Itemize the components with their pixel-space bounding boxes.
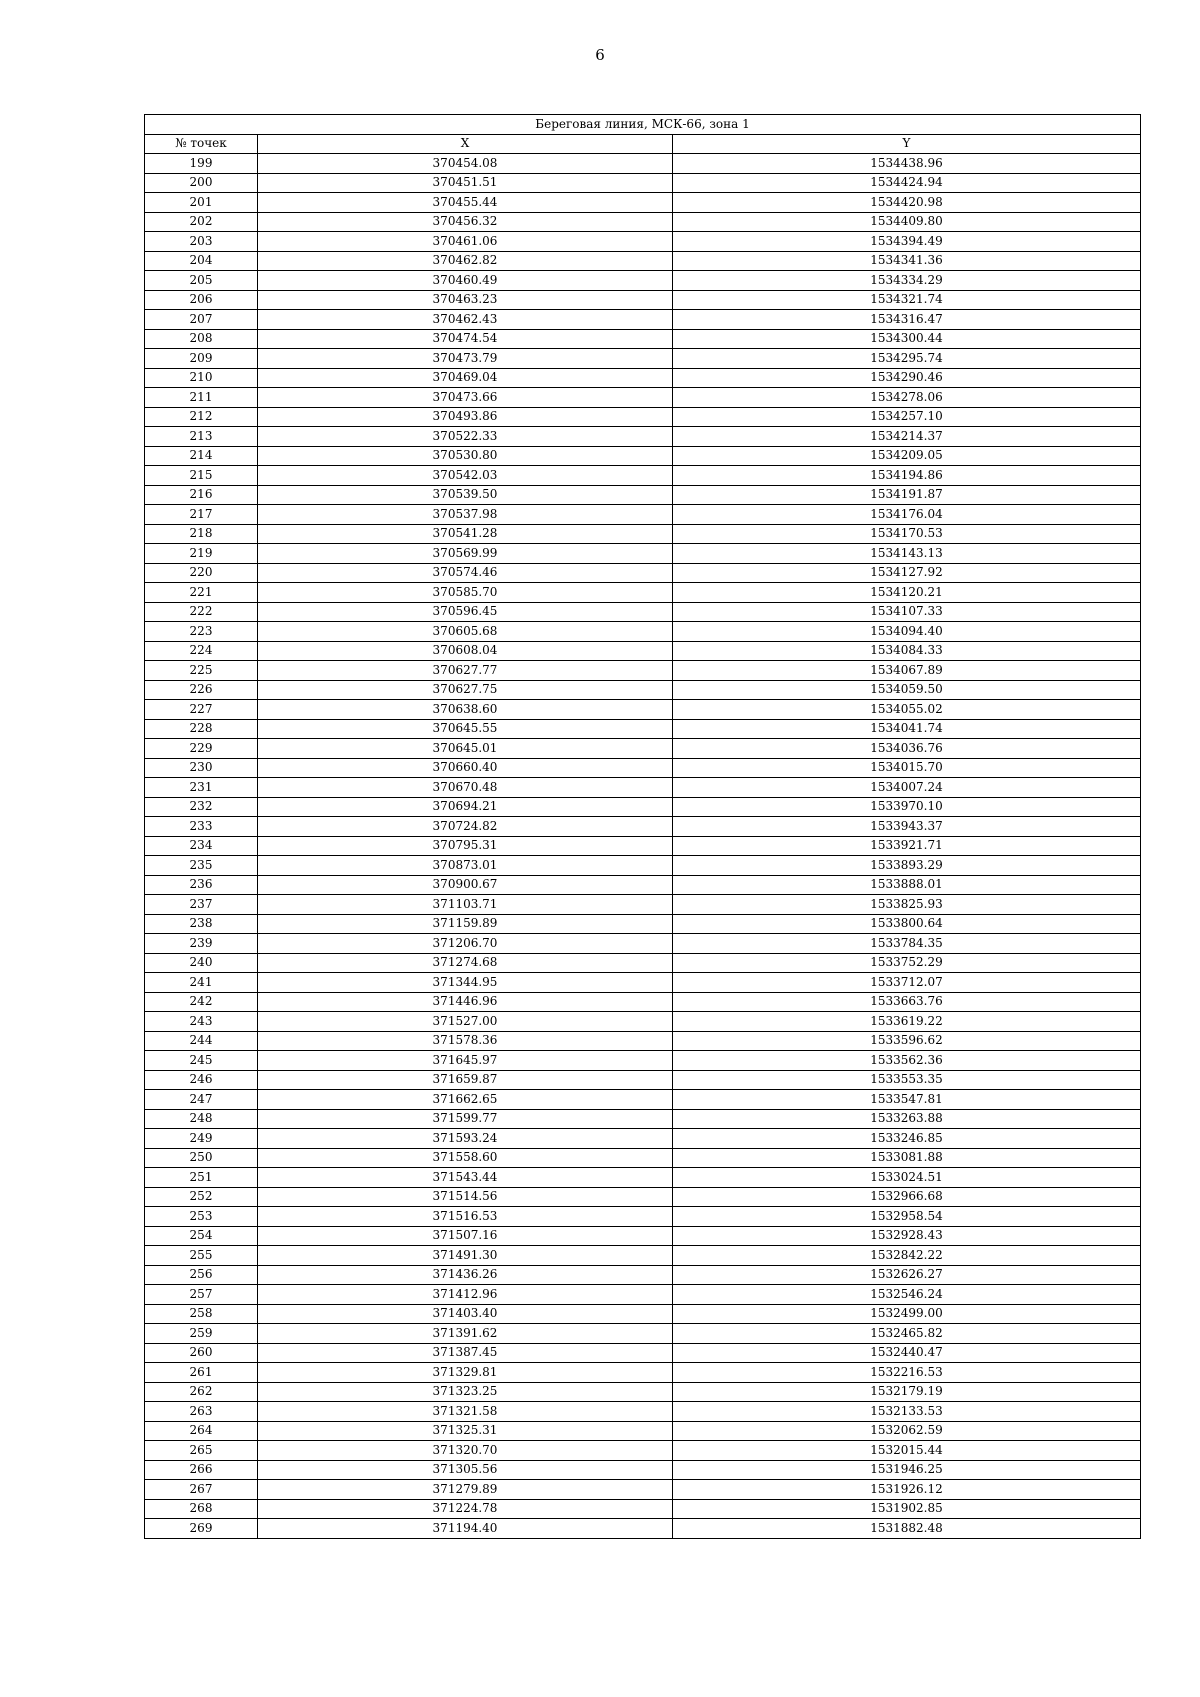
cell-x: 371103.71 bbox=[258, 895, 673, 915]
cell-y: 1534107.33 bbox=[673, 602, 1141, 622]
cell-y: 1533825.93 bbox=[673, 895, 1141, 915]
cell-y: 1533263.88 bbox=[673, 1109, 1141, 1129]
cell-y: 1533024.51 bbox=[673, 1168, 1141, 1188]
cell-point-number: 226 bbox=[145, 680, 258, 700]
cell-point-number: 232 bbox=[145, 797, 258, 817]
table-row bbox=[145, 271, 1141, 291]
cell-x: 370542.03 bbox=[258, 466, 673, 486]
table-row bbox=[145, 1148, 1141, 1168]
cell-point-number: 249 bbox=[145, 1129, 258, 1149]
cell-x: 370795.31 bbox=[258, 836, 673, 856]
cell-point-number: 258 bbox=[145, 1304, 258, 1324]
cell-point-number: 245 bbox=[145, 1051, 258, 1071]
table-row bbox=[145, 797, 1141, 817]
table-row bbox=[145, 1207, 1141, 1227]
table-row bbox=[145, 1265, 1141, 1285]
table-row bbox=[145, 1324, 1141, 1344]
cell-point-number: 233 bbox=[145, 817, 258, 837]
cell-point-number: 239 bbox=[145, 934, 258, 954]
cell-y: 1534067.89 bbox=[673, 661, 1141, 681]
cell-y: 1534438.96 bbox=[673, 154, 1141, 174]
cell-x: 371527.00 bbox=[258, 1012, 673, 1032]
cell-point-number: 268 bbox=[145, 1499, 258, 1519]
cell-point-number: 236 bbox=[145, 875, 258, 895]
table-row bbox=[145, 661, 1141, 681]
table-row bbox=[145, 1499, 1141, 1519]
cell-y: 1533784.35 bbox=[673, 934, 1141, 954]
table-title-row bbox=[145, 115, 1141, 135]
cell-y: 1534176.04 bbox=[673, 505, 1141, 525]
cell-x: 370574.46 bbox=[258, 563, 673, 583]
cell-x: 370451.51 bbox=[258, 173, 673, 193]
cell-y: 1533893.29 bbox=[673, 856, 1141, 876]
table-row bbox=[145, 212, 1141, 232]
cell-x: 371159.89 bbox=[258, 914, 673, 934]
cell-y: 1534341.36 bbox=[673, 251, 1141, 271]
table-row bbox=[145, 700, 1141, 720]
cell-point-number: 208 bbox=[145, 329, 258, 349]
cell-point-number: 259 bbox=[145, 1324, 258, 1344]
cell-point-number: 247 bbox=[145, 1090, 258, 1110]
table-row bbox=[145, 1012, 1141, 1032]
cell-point-number: 250 bbox=[145, 1148, 258, 1168]
cell-y: 1531882.48 bbox=[673, 1519, 1141, 1539]
cell-point-number: 251 bbox=[145, 1168, 258, 1188]
table-row bbox=[145, 407, 1141, 427]
header-x: X bbox=[258, 134, 673, 154]
table-row bbox=[145, 1070, 1141, 1090]
cell-x: 370608.04 bbox=[258, 641, 673, 661]
table-row bbox=[145, 1090, 1141, 1110]
cell-y: 1534300.44 bbox=[673, 329, 1141, 349]
table-header-row bbox=[145, 134, 1141, 154]
cell-x: 370469.04 bbox=[258, 368, 673, 388]
cell-x: 370605.68 bbox=[258, 622, 673, 642]
cell-y: 1532842.22 bbox=[673, 1246, 1141, 1266]
cell-y: 1531902.85 bbox=[673, 1499, 1141, 1519]
cell-x: 370473.66 bbox=[258, 388, 673, 408]
cell-x: 370522.33 bbox=[258, 427, 673, 447]
cell-x: 371206.70 bbox=[258, 934, 673, 954]
cell-point-number: 201 bbox=[145, 193, 258, 213]
cell-y: 1533921.71 bbox=[673, 836, 1141, 856]
cell-point-number: 227 bbox=[145, 700, 258, 720]
table-row bbox=[145, 193, 1141, 213]
cell-x: 371436.26 bbox=[258, 1265, 673, 1285]
cell-point-number: 215 bbox=[145, 466, 258, 486]
cell-point-number: 212 bbox=[145, 407, 258, 427]
table-row bbox=[145, 329, 1141, 349]
cell-x: 371387.45 bbox=[258, 1343, 673, 1363]
table-row bbox=[145, 388, 1141, 408]
cell-x: 370462.82 bbox=[258, 251, 673, 271]
cell-y: 1534420.98 bbox=[673, 193, 1141, 213]
cell-x: 371543.44 bbox=[258, 1168, 673, 1188]
cell-x: 371412.96 bbox=[258, 1285, 673, 1305]
cell-x: 371325.31 bbox=[258, 1421, 673, 1441]
cell-y: 1532626.27 bbox=[673, 1265, 1141, 1285]
cell-x: 371224.78 bbox=[258, 1499, 673, 1519]
table-row bbox=[145, 992, 1141, 1012]
cell-point-number: 265 bbox=[145, 1441, 258, 1461]
cell-point-number: 234 bbox=[145, 836, 258, 856]
coordinates-table bbox=[144, 114, 1141, 1539]
cell-point-number: 229 bbox=[145, 739, 258, 759]
table-row bbox=[145, 641, 1141, 661]
cell-x: 370493.86 bbox=[258, 407, 673, 427]
cell-y: 1533081.88 bbox=[673, 1148, 1141, 1168]
table-row bbox=[145, 1187, 1141, 1207]
cell-x: 371320.70 bbox=[258, 1441, 673, 1461]
table-row bbox=[145, 1460, 1141, 1480]
cell-y: 1534007.24 bbox=[673, 778, 1141, 798]
cell-x: 371391.62 bbox=[258, 1324, 673, 1344]
cell-x: 371305.56 bbox=[258, 1460, 673, 1480]
cell-x: 371403.40 bbox=[258, 1304, 673, 1324]
cell-point-number: 217 bbox=[145, 505, 258, 525]
cell-y: 1534041.74 bbox=[673, 719, 1141, 739]
header-y: Y bbox=[673, 134, 1141, 154]
cell-point-number: 269 bbox=[145, 1519, 258, 1539]
table-row bbox=[145, 290, 1141, 310]
table-row bbox=[145, 1051, 1141, 1071]
table-row bbox=[145, 232, 1141, 252]
cell-x: 371558.60 bbox=[258, 1148, 673, 1168]
table-row bbox=[145, 1363, 1141, 1383]
cell-point-number: 252 bbox=[145, 1187, 258, 1207]
table-row bbox=[145, 1226, 1141, 1246]
cell-point-number: 214 bbox=[145, 446, 258, 466]
cell-y: 1533553.35 bbox=[673, 1070, 1141, 1090]
cell-y: 1534055.02 bbox=[673, 700, 1141, 720]
table-row bbox=[145, 1304, 1141, 1324]
cell-point-number: 224 bbox=[145, 641, 258, 661]
table-row bbox=[145, 427, 1141, 447]
cell-point-number: 222 bbox=[145, 602, 258, 622]
table-row bbox=[145, 563, 1141, 583]
cell-point-number: 207 bbox=[145, 310, 258, 330]
table-row bbox=[145, 1285, 1141, 1305]
cell-x: 370645.55 bbox=[258, 719, 673, 739]
cell-x: 371321.58 bbox=[258, 1402, 673, 1422]
table-row bbox=[145, 622, 1141, 642]
cell-x: 371194.40 bbox=[258, 1519, 673, 1539]
cell-x: 370627.77 bbox=[258, 661, 673, 681]
cell-y: 1532966.68 bbox=[673, 1187, 1141, 1207]
cell-point-number: 244 bbox=[145, 1031, 258, 1051]
cell-point-number: 262 bbox=[145, 1382, 258, 1402]
cell-x: 371578.36 bbox=[258, 1031, 673, 1051]
table-row bbox=[145, 817, 1141, 837]
cell-x: 370900.67 bbox=[258, 875, 673, 895]
cell-y: 1534209.05 bbox=[673, 446, 1141, 466]
table-row bbox=[145, 934, 1141, 954]
cell-point-number: 231 bbox=[145, 778, 258, 798]
cell-point-number: 223 bbox=[145, 622, 258, 642]
cell-y: 1534334.29 bbox=[673, 271, 1141, 291]
cell-point-number: 253 bbox=[145, 1207, 258, 1227]
table-row bbox=[145, 1441, 1141, 1461]
cell-x: 371491.30 bbox=[258, 1246, 673, 1266]
table-row bbox=[145, 310, 1141, 330]
table-row bbox=[145, 544, 1141, 564]
table-row bbox=[145, 349, 1141, 369]
cell-y: 1534316.47 bbox=[673, 310, 1141, 330]
cell-point-number: 260 bbox=[145, 1343, 258, 1363]
table-title: Береговая линия, МСК-66, зона 1 bbox=[145, 115, 1141, 135]
cell-y: 1533943.37 bbox=[673, 817, 1141, 837]
cell-point-number: 243 bbox=[145, 1012, 258, 1032]
table-row bbox=[145, 1129, 1141, 1149]
cell-point-number: 219 bbox=[145, 544, 258, 564]
table-row bbox=[145, 251, 1141, 271]
cell-point-number: 266 bbox=[145, 1460, 258, 1480]
cell-y: 1533970.10 bbox=[673, 797, 1141, 817]
cell-point-number: 263 bbox=[145, 1402, 258, 1422]
cell-y: 1533800.64 bbox=[673, 914, 1141, 934]
cell-y: 1534321.74 bbox=[673, 290, 1141, 310]
cell-x: 371446.96 bbox=[258, 992, 673, 1012]
cell-point-number: 255 bbox=[145, 1246, 258, 1266]
table-row bbox=[145, 1382, 1141, 1402]
table-row bbox=[145, 1480, 1141, 1500]
cell-point-number: 200 bbox=[145, 173, 258, 193]
cell-point-number: 216 bbox=[145, 485, 258, 505]
cell-y: 1532216.53 bbox=[673, 1363, 1141, 1383]
cell-point-number: 264 bbox=[145, 1421, 258, 1441]
table-row bbox=[145, 1031, 1141, 1051]
cell-y: 1534059.50 bbox=[673, 680, 1141, 700]
cell-y: 1532133.53 bbox=[673, 1402, 1141, 1422]
cell-y: 1533663.76 bbox=[673, 992, 1141, 1012]
table-row bbox=[145, 505, 1141, 525]
table-row bbox=[145, 875, 1141, 895]
cell-point-number: 254 bbox=[145, 1226, 258, 1246]
cell-point-number: 210 bbox=[145, 368, 258, 388]
cell-point-number: 246 bbox=[145, 1070, 258, 1090]
cell-point-number: 240 bbox=[145, 953, 258, 973]
cell-y: 1532499.00 bbox=[673, 1304, 1141, 1324]
cell-y: 1532546.24 bbox=[673, 1285, 1141, 1305]
cell-point-number: 211 bbox=[145, 388, 258, 408]
header-point-number: № точек bbox=[145, 134, 258, 154]
cell-y: 1534424.94 bbox=[673, 173, 1141, 193]
cell-x: 370569.99 bbox=[258, 544, 673, 564]
table-row bbox=[145, 1421, 1141, 1441]
cell-point-number: 213 bbox=[145, 427, 258, 447]
cell-x: 370873.01 bbox=[258, 856, 673, 876]
cell-point-number: 238 bbox=[145, 914, 258, 934]
table-row bbox=[145, 368, 1141, 388]
cell-point-number: 248 bbox=[145, 1109, 258, 1129]
cell-x: 371329.81 bbox=[258, 1363, 673, 1383]
table-row bbox=[145, 1402, 1141, 1422]
table-body bbox=[145, 154, 1141, 1539]
cell-y: 1533888.01 bbox=[673, 875, 1141, 895]
cell-x: 370660.40 bbox=[258, 758, 673, 778]
cell-point-number: 267 bbox=[145, 1480, 258, 1500]
table-row bbox=[145, 173, 1141, 193]
cell-x: 370460.49 bbox=[258, 271, 673, 291]
cell-x: 370456.32 bbox=[258, 212, 673, 232]
cell-x: 370541.28 bbox=[258, 524, 673, 544]
cell-y: 1534127.92 bbox=[673, 563, 1141, 583]
cell-y: 1534191.87 bbox=[673, 485, 1141, 505]
cell-point-number: 261 bbox=[145, 1363, 258, 1383]
cell-x: 371516.53 bbox=[258, 1207, 673, 1227]
cell-point-number: 221 bbox=[145, 583, 258, 603]
cell-y: 1534143.13 bbox=[673, 544, 1141, 564]
cell-point-number: 199 bbox=[145, 154, 258, 174]
cell-y: 1533547.81 bbox=[673, 1090, 1141, 1110]
cell-y: 1533246.85 bbox=[673, 1129, 1141, 1149]
cell-x: 370461.06 bbox=[258, 232, 673, 252]
cell-y: 1532179.19 bbox=[673, 1382, 1141, 1402]
table-row bbox=[145, 856, 1141, 876]
cell-x: 370473.79 bbox=[258, 349, 673, 369]
cell-x: 370724.82 bbox=[258, 817, 673, 837]
cell-y: 1534214.37 bbox=[673, 427, 1141, 447]
table-row bbox=[145, 583, 1141, 603]
cell-y: 1534036.76 bbox=[673, 739, 1141, 759]
table-row bbox=[145, 1168, 1141, 1188]
cell-x: 371662.65 bbox=[258, 1090, 673, 1110]
cell-x: 371659.87 bbox=[258, 1070, 673, 1090]
table-row bbox=[145, 739, 1141, 759]
cell-y: 1532015.44 bbox=[673, 1441, 1141, 1461]
cell-y: 1532928.43 bbox=[673, 1226, 1141, 1246]
cell-x: 370454.08 bbox=[258, 154, 673, 174]
table-row bbox=[145, 466, 1141, 486]
cell-x: 371645.97 bbox=[258, 1051, 673, 1071]
cell-x: 370645.01 bbox=[258, 739, 673, 759]
cell-point-number: 257 bbox=[145, 1285, 258, 1305]
cell-y: 1533562.36 bbox=[673, 1051, 1141, 1071]
table-row bbox=[145, 1343, 1141, 1363]
cell-y: 1534295.74 bbox=[673, 349, 1141, 369]
cell-y: 1534094.40 bbox=[673, 622, 1141, 642]
table-row bbox=[145, 485, 1141, 505]
table-row bbox=[145, 602, 1141, 622]
cell-y: 1534290.46 bbox=[673, 368, 1141, 388]
cell-x: 371274.68 bbox=[258, 953, 673, 973]
cell-x: 371279.89 bbox=[258, 1480, 673, 1500]
cell-y: 1533619.22 bbox=[673, 1012, 1141, 1032]
table-row bbox=[145, 1519, 1141, 1539]
table-row bbox=[145, 836, 1141, 856]
cell-x: 370694.21 bbox=[258, 797, 673, 817]
cell-x: 370585.70 bbox=[258, 583, 673, 603]
cell-x: 370474.54 bbox=[258, 329, 673, 349]
cell-y: 1531946.25 bbox=[673, 1460, 1141, 1480]
cell-x: 371323.25 bbox=[258, 1382, 673, 1402]
cell-y: 1534409.80 bbox=[673, 212, 1141, 232]
cell-point-number: 220 bbox=[145, 563, 258, 583]
cell-point-number: 237 bbox=[145, 895, 258, 915]
table-row bbox=[145, 524, 1141, 544]
cell-y: 1534015.70 bbox=[673, 758, 1141, 778]
cell-y: 1534278.06 bbox=[673, 388, 1141, 408]
cell-point-number: 203 bbox=[145, 232, 258, 252]
cell-point-number: 242 bbox=[145, 992, 258, 1012]
cell-x: 370670.48 bbox=[258, 778, 673, 798]
table-row bbox=[145, 973, 1141, 993]
table-row bbox=[145, 914, 1141, 934]
cell-point-number: 230 bbox=[145, 758, 258, 778]
cell-point-number: 209 bbox=[145, 349, 258, 369]
cell-x: 370462.43 bbox=[258, 310, 673, 330]
cell-x: 371599.77 bbox=[258, 1109, 673, 1129]
cell-point-number: 202 bbox=[145, 212, 258, 232]
cell-point-number: 256 bbox=[145, 1265, 258, 1285]
table-row bbox=[145, 778, 1141, 798]
page-number: 6 bbox=[595, 46, 605, 64]
cell-y: 1534084.33 bbox=[673, 641, 1141, 661]
cell-x: 370455.44 bbox=[258, 193, 673, 213]
cell-x: 370627.75 bbox=[258, 680, 673, 700]
table-row bbox=[145, 680, 1141, 700]
cell-y: 1534257.10 bbox=[673, 407, 1141, 427]
table-row bbox=[145, 1109, 1141, 1129]
cell-point-number: 204 bbox=[145, 251, 258, 271]
cell-y: 1534394.49 bbox=[673, 232, 1141, 252]
cell-y: 1534170.53 bbox=[673, 524, 1141, 544]
cell-y: 1534120.21 bbox=[673, 583, 1141, 603]
table-row bbox=[145, 895, 1141, 915]
cell-x: 370596.45 bbox=[258, 602, 673, 622]
cell-y: 1532062.59 bbox=[673, 1421, 1141, 1441]
cell-point-number: 205 bbox=[145, 271, 258, 291]
cell-x: 370539.50 bbox=[258, 485, 673, 505]
table-row bbox=[145, 758, 1141, 778]
cell-x: 371593.24 bbox=[258, 1129, 673, 1149]
cell-point-number: 225 bbox=[145, 661, 258, 681]
cell-x: 370463.23 bbox=[258, 290, 673, 310]
cell-point-number: 235 bbox=[145, 856, 258, 876]
table-row bbox=[145, 154, 1141, 174]
table-row bbox=[145, 446, 1141, 466]
cell-point-number: 228 bbox=[145, 719, 258, 739]
cell-y: 1532958.54 bbox=[673, 1207, 1141, 1227]
cell-y: 1533596.62 bbox=[673, 1031, 1141, 1051]
cell-y: 1531926.12 bbox=[673, 1480, 1141, 1500]
cell-point-number: 206 bbox=[145, 290, 258, 310]
cell-x: 371514.56 bbox=[258, 1187, 673, 1207]
table-row bbox=[145, 1246, 1141, 1266]
cell-x: 371344.95 bbox=[258, 973, 673, 993]
cell-y: 1534194.86 bbox=[673, 466, 1141, 486]
table-row bbox=[145, 719, 1141, 739]
cell-x: 370537.98 bbox=[258, 505, 673, 525]
cell-point-number: 218 bbox=[145, 524, 258, 544]
cell-y: 1532440.47 bbox=[673, 1343, 1141, 1363]
cell-y: 1533752.29 bbox=[673, 953, 1141, 973]
cell-y: 1533712.07 bbox=[673, 973, 1141, 993]
cell-x: 371507.16 bbox=[258, 1226, 673, 1246]
table-row bbox=[145, 953, 1141, 973]
cell-y: 1532465.82 bbox=[673, 1324, 1141, 1344]
cell-x: 370530.80 bbox=[258, 446, 673, 466]
cell-x: 370638.60 bbox=[258, 700, 673, 720]
cell-point-number: 241 bbox=[145, 973, 258, 993]
